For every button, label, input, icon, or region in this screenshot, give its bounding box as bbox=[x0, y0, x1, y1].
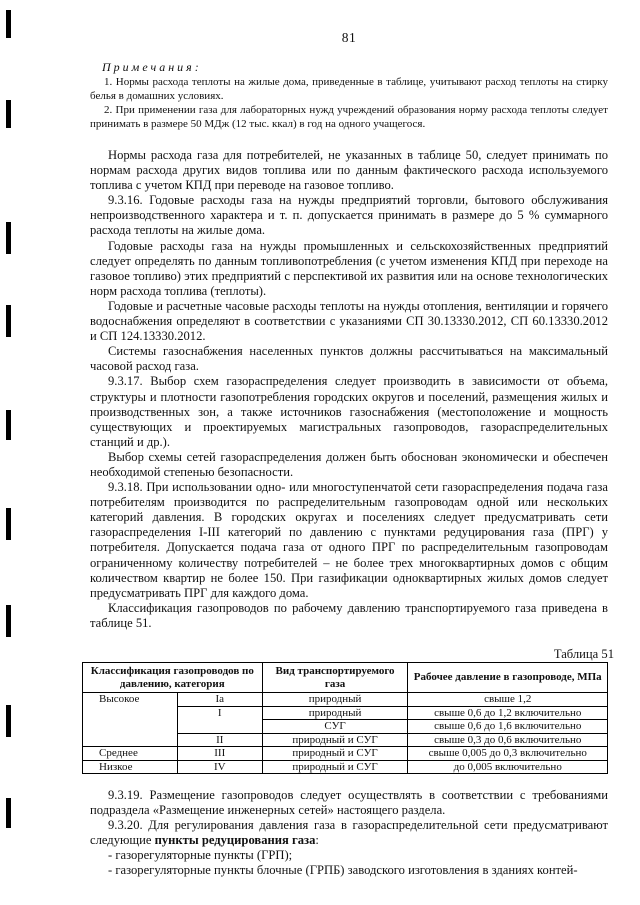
paragraph: 9.3.17. Выбор схем газораспределения следует производить в зависимости от объема, структуры и плотности газопотребления городских округов и поселений, размещения жилых и производственных зон, а также источников газоснабжения (местоположение и мощность существующих и проектируемых магистральных газопроводов, газораспределительных станций и др.). bbox=[90, 374, 608, 449]
paragraph: Нормы расхода газа для потребителей, не указанных в таблице 50, следует принимать по нормам расхода других видов топлива или по данным фактического расхода используемого топлива с учетом КПД при переводе на газовое топливо. bbox=[90, 148, 608, 193]
cell-gas: природный и СУГ bbox=[262, 760, 408, 774]
cell-category: I bbox=[177, 706, 262, 733]
document-page bbox=[90, 30, 614, 879]
binding-bar bbox=[6, 508, 11, 540]
binding-bar bbox=[6, 605, 11, 637]
header-classification: Классификация газопроводов по давлению, категория bbox=[83, 663, 263, 693]
binding-bar bbox=[6, 100, 11, 128]
header-gas-type: Вид транспортируемого газа bbox=[262, 663, 408, 693]
pressure-classification-table bbox=[82, 662, 608, 774]
paragraph: Классификация газопроводов по рабочему давлению транспортируемого газа приведена в таблице 51. bbox=[90, 600, 608, 630]
binding-bar bbox=[6, 410, 11, 440]
cell-class: Высокое bbox=[83, 693, 178, 747]
binding-bar bbox=[6, 10, 11, 38]
binding-marks bbox=[0, 0, 22, 905]
table-row bbox=[83, 760, 608, 774]
cell-category: IV bbox=[177, 760, 262, 774]
table-caption: Таблица 51 bbox=[553, 647, 614, 661]
notes-block bbox=[90, 60, 608, 131]
paragraph bbox=[90, 818, 608, 848]
header-pressure: Рабочее давление в газопроводе, МПа bbox=[408, 663, 608, 693]
table-row bbox=[83, 693, 608, 707]
cell-gas: природный bbox=[262, 693, 408, 707]
binding-bar bbox=[6, 798, 11, 828]
page-number: 81 bbox=[341, 30, 357, 45]
bold-term: пункты редуцирования газа bbox=[154, 833, 316, 848]
paragraph: 9.3.18. При использовании одно- или многоступенчатой сети газораспределения подача газа потребителям производится по распределительным газопроводам одной или нескольких категорий давления. В городских округах и поселениях следует предусматривать сети газораспределения I-III категорий по давлению с пунктами редуцирования газа (ПРГ) у потребителя. Допускается подача газа от одного ПРГ по распределительным газопроводам ограниченному количеству потребителей – не более трех многоквартирных домов с общим количеством квартир не более 150. При газификации одноквартирных жилых домов следует предусматривать ПРГ для каждого дома. bbox=[90, 480, 608, 600]
cell-category: III bbox=[177, 747, 262, 761]
note-item: 1. Нормы расхода теплоты на жилые дома, приведенные в таблице, учитывают расход теплоты на стирку белья в домашних условиях. bbox=[90, 76, 608, 102]
list-item: - газорегуляторные пункты блочные (ГРПБ) заводского изготовления в зданиях контей- bbox=[108, 863, 578, 878]
paragraph-text: 9.3.20. Для регулирования давления газа в газораспределительной сети предусматривают следующие bbox=[90, 818, 608, 848]
post-table-text bbox=[90, 788, 608, 879]
paragraph: 9.3.19. Размещение газопроводов следует осуществлять в соответствии с требованиями подраздела «Размещение инженерных сетей» настоящего раздела. bbox=[90, 788, 608, 818]
cell-gas: природный и СУГ bbox=[262, 747, 408, 761]
cell-category: Ia bbox=[177, 693, 262, 707]
note-item: 2. При применении газа для лабораторных нужд учреждений образования норму расхода теплоты следует принимать в размере 50 МДж (12 тыс. ккал) в год на одного учащегося. bbox=[90, 104, 608, 130]
table-row bbox=[83, 747, 608, 761]
cell-class: Среднее bbox=[83, 747, 178, 761]
binding-bar bbox=[6, 305, 11, 337]
body-text bbox=[90, 148, 608, 631]
paragraph: Системы газоснабжения населенных пунктов должны рассчитываться на максимальный часовой расход газа. bbox=[90, 344, 608, 374]
cell-pressure: свыше 0,005 до 0,3 включительно bbox=[408, 747, 608, 761]
table-header-row bbox=[83, 663, 608, 693]
cell-gas: природный и СУГ bbox=[262, 733, 408, 747]
cell-pressure: свыше 0,3 до 0,6 включительно bbox=[408, 733, 608, 747]
binding-bar bbox=[6, 222, 11, 254]
cell-pressure: до 0,005 включительно bbox=[408, 760, 608, 774]
cell-pressure: свыше 0,6 до 1,2 включительно bbox=[408, 706, 608, 720]
paragraph: Годовые и расчетные часовые расходы теплоты на нужды отопления, вентиляции и горячего водоснабжения определяют в соответствии с указаниями СП 30.13330.2012, СП 60.13330.2012 и СП 124.13330.2012. bbox=[90, 298, 608, 344]
paragraph: 9.3.16. Годовые расходы газа на нужды предприятий торговли, бытового обслуживания непроизводственного характера и т. п. допускается принимать в размере до 5 % суммарного расхода теплоты на жилые дома. bbox=[90, 193, 608, 238]
cell-gas: СУГ bbox=[262, 720, 408, 734]
paragraph: Годовые расходы газа на нужды промышленных и сельскохозяйственных предприятий следует определять по данным топливопотребления (с учетом изменения КПД при переходе на газовое топливо) этих предприятий с перспективой их развития или на основе технологических норм расхода топлива (теплоты). bbox=[90, 238, 608, 298]
notes-title: Примечания: bbox=[102, 60, 202, 74]
cell-category: II bbox=[177, 733, 262, 747]
cell-gas: природный bbox=[262, 706, 408, 720]
cell-class: Низкое bbox=[83, 760, 178, 774]
paragraph-text: : bbox=[315, 833, 319, 848]
list-item: - газорегуляторные пункты (ГРП); bbox=[108, 848, 293, 863]
binding-bar bbox=[6, 705, 11, 737]
cell-pressure: свыше 0,6 до 1,6 включительно bbox=[408, 720, 608, 734]
paragraph: Выбор схемы сетей газораспределения должен быть обоснован экономически и обеспечен необходимой степенью безопасности. bbox=[90, 449, 608, 479]
cell-pressure: свыше 1,2 bbox=[408, 693, 608, 707]
